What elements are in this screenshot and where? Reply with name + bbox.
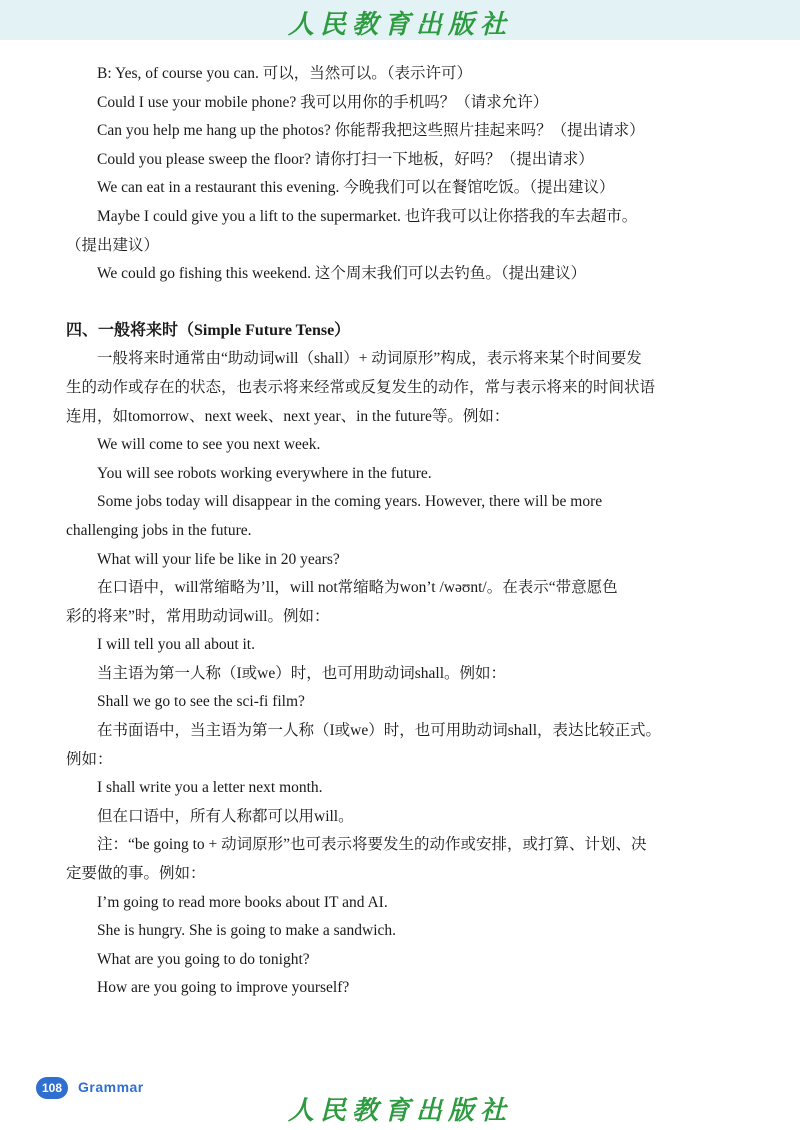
example-line: B: Yes, of course you can. 可以，当然可以。（表示许可） <box>97 65 472 82</box>
example-line: Can you help me hang up the photos? 你能帮我把这些照片挂起来吗？（提出请求） <box>97 122 645 140</box>
example-line: We can eat in a restaurant this evening. 今晚我们可以在餐馆吃饭。（提出建议） <box>97 179 615 197</box>
example-line: I will tell you all about it. <box>97 636 255 654</box>
paragraph-line: 连用，如tomorrow、next week、next year、in the future等。例如： <box>66 407 510 425</box>
example-line: We will come to see you next week. <box>97 436 321 454</box>
note-line: 定要做的事。例如： <box>66 865 206 883</box>
example-line: How are you going to improve yourself? <box>97 979 350 997</box>
example-line-continuation: challenging jobs in the future. <box>66 521 252 539</box>
section-label: Grammar <box>78 1079 144 1095</box>
example-line: Could I use your mobile phone? 我可以用你的手机吗？（请求允许） <box>97 93 549 111</box>
paragraph-line: 但在口语中，所有人称都可以用will。 <box>97 807 354 825</box>
example-line: Some jobs today will disappear in the coming years. However, there will be more <box>97 493 603 511</box>
paragraph-line: 生的动作或存在的状态，也表示将来经常或反复发生的动作，常与表示将来的时间状语 <box>66 378 656 396</box>
example-line: I shall write you a letter next month. <box>97 779 323 797</box>
page-content <box>66 60 692 1003</box>
example-line: Shall we go to see the sci-fi film? <box>97 693 305 711</box>
paragraph-line: 彩的将来”时，常用助动词will。例如： <box>66 607 330 625</box>
note-line: 注：“be going to + 动词原形”也可表示将要发生的动作或安排，或打算、计划、决 <box>97 836 647 854</box>
paragraph-line: 在口语中，will常缩略为’ll，will not常缩略为won’t /wəʊnt/。在表示“带意愿色 <box>97 579 618 597</box>
example-line: What will your life be like in 20 years? <box>97 550 340 568</box>
publisher-logo-bottom: 人民教育出版社 <box>287 1096 512 1126</box>
paragraph-line: 一般将来时通常由“助动词will（shall）+ 动词原形”构成，表示将来某个时间要发 <box>97 350 642 368</box>
publisher-logo-top: 人民教育出版社 <box>287 10 512 40</box>
example-line: You will see robots working everywhere in the future. <box>97 464 432 482</box>
example-line: What are you going to do tonight? <box>97 950 310 968</box>
paragraph-line: 例如： <box>66 750 113 768</box>
section-gap <box>66 289 692 317</box>
example-line: She is hungry. She is going to make a sandwich. <box>97 922 397 940</box>
section-title: 四、一般将来时（Simple Future Tense） <box>66 321 351 339</box>
paragraph-line: 当主语为第一人称（I或we）时，也可用助动词shall。例如： <box>97 664 507 682</box>
example-line: We could go fishing this weekend. 这个周末我们可以去钓鱼。（提出建议） <box>97 265 587 283</box>
example-line-continuation: （提出建议） <box>66 236 160 254</box>
example-line: I’m going to read more books about IT and AI. <box>97 893 388 911</box>
example-line: Maybe I could give you a lift to the supermarket. 也许我可以让你搭我的车去超市。 <box>97 207 638 225</box>
paragraph-line: 在书面语中，当主语为第一人称（I或we）时，也可用助动词shall，表达比较正式。 <box>97 722 662 740</box>
example-line: Could you please sweep the floor? 请你打扫一下地板，好吗？（提出请求） <box>97 150 594 168</box>
page-number-badge: 108 <box>36 1077 68 1099</box>
